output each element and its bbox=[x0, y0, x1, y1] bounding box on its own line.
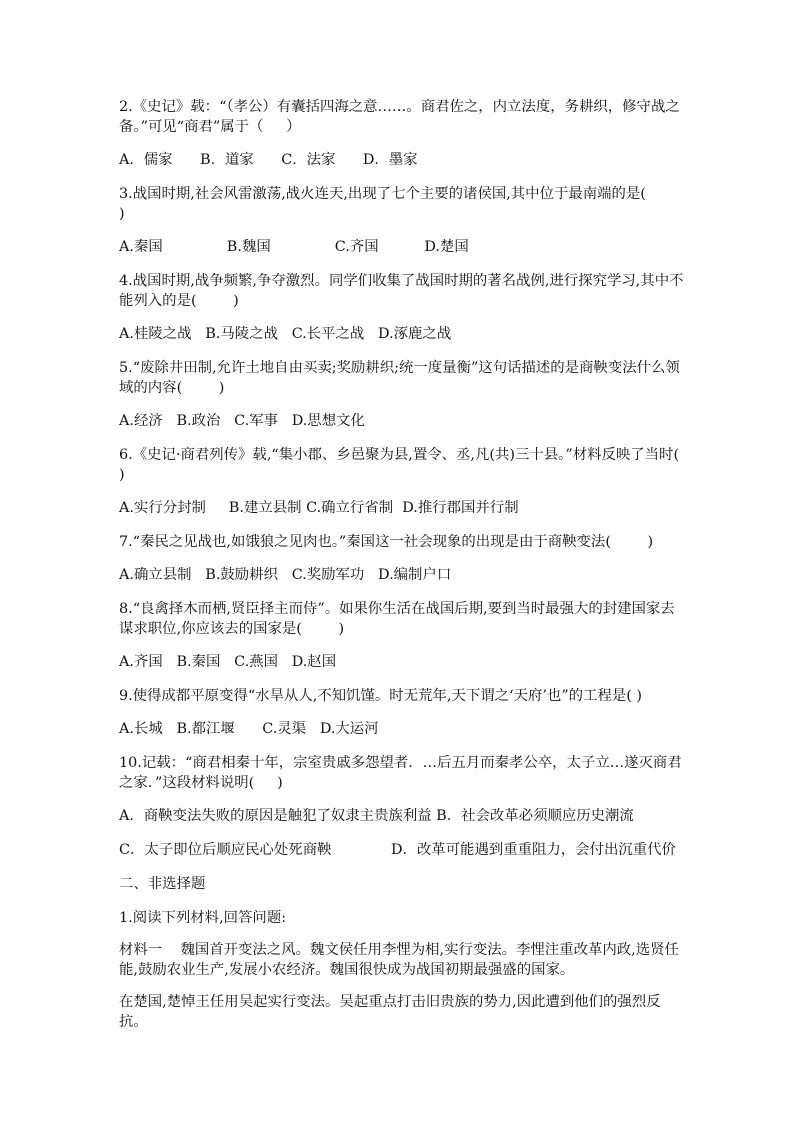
question-5: 5.“废除井田制,允许土地自由买卖;奖励耕织;统一度量衡”这句话描述的是商鞅变法什么领域的内容( ) bbox=[119, 360, 680, 396]
question-8-options: A.齐国 B.秦国 C.燕国 D.赵国 bbox=[119, 654, 337, 670]
question-10: 10.记载：“商君相秦十年，宗室贵戚多怨望者．…后五月而秦孝公卒，太子立…遂灭商君之家．”这段材料说明( ) bbox=[119, 755, 682, 791]
question-3-options: A.秦国 B.魏国 C.齐国 D.楚国 bbox=[119, 239, 469, 255]
reading-prompt: 1.阅读下列材料,回答问题: bbox=[119, 910, 287, 926]
question-9-options: A.长城 B.都江堰 C.灵渠 D.大运河 bbox=[119, 721, 379, 737]
question-7: 7.“秦民之见战也,如饿狼之见肉也。”秦国这一社会现象的出现是由于商鞅变法( ) bbox=[119, 534, 654, 550]
question-2-options: A．儒家 B．道家 C．法家 D．墨家 bbox=[119, 152, 418, 168]
question-3: 3.战国时期,社会风雷激荡,战火连天,出现了七个主要的诸侯国,其中位于最南端的是( ) bbox=[119, 186, 683, 222]
question-2: 2.《史记》载：“（孝公）有囊括四海之意……。商君佐之，内立法度，务耕织，修守战之备。”可见“商君”属于（ ） bbox=[119, 99, 680, 135]
question-4: 4.战国时期,战争频繁,争夺激烈。同学们收集了战国时期的著名战例,进行探究学习,其中不能列入的是( ) bbox=[119, 273, 684, 309]
question-4-options: A.桂陵之战 B.马陵之战 C.长平之战 D.涿鹿之战 bbox=[119, 326, 452, 342]
material-one-continued: 在楚国,楚悼王任用吴起实行变法。吴起重点打击旧贵族的势力,因此遭到他们的强烈反抗。 bbox=[119, 994, 661, 1030]
question-5-options: A.经济 B.政治 C.军事 D.思想文化 bbox=[119, 413, 365, 429]
question-6-options: A.实行分封制 B.建立县制 C.确立行省制 D.推行郡国并行制 bbox=[119, 500, 519, 516]
question-9: 9.使得成都平原变得“水旱从人,不知饥馑。时无荒年,天下谓之‘天府’也”的工程是( ) bbox=[119, 688, 643, 704]
material-one: 材料一 魏国首开变法之风。魏文侯任用李悝为相,实行变法。李悝注重改革内政,选贤任能,鼓励农业生产,发展小农经济。魏国很快成为战国初期最强盛的国家。 bbox=[119, 942, 679, 978]
document-page bbox=[119, 97, 716, 1044]
question-6: 6.《史记·商君列传》载,“集小郡、乡邑聚为县,置令、丞,凡(共)三十县。”材料反映了当时( ) bbox=[119, 447, 716, 483]
question-8: 8.“良禽择木而栖,贤臣择主而侍”。如果你生活在战国后期,要到当时最强大的封建国家去谋求职位,你应该去的国家是( ) bbox=[119, 601, 675, 637]
question-7-options: A.确立县制 B.鼓励耕织 C.奖励军功 D.编制户口 bbox=[119, 567, 452, 583]
question-10-options-ab: A．商鞅变法失败的原因是触犯了奴隶主贵族利益 B．社会改革必须顺应历史潮流 bbox=[119, 808, 634, 824]
section-heading: 二、非选择题 bbox=[119, 876, 206, 892]
question-10-options-cd: C．太子即位后顺应民心处死商鞅 D．改革可能遇到重重阻力，会付出沉重代价 bbox=[119, 842, 676, 858]
